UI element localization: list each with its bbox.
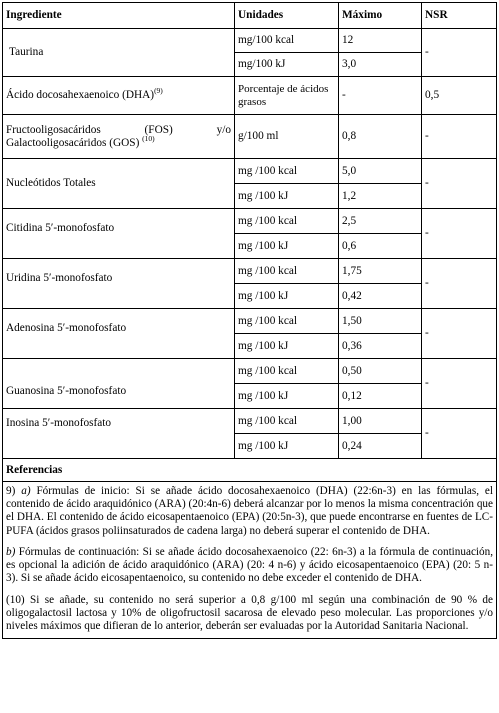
ingredient-name (3, 77, 235, 115)
ref-text: (10) Si se añade, su contenido no será superior a 0,8 g/100 ml según una combinación de 90 % de oligogalactosil lactosa y 10% de oligofructosil sacarosa de elevado peso molecular. Las proporciones y/o niveles máximos que difieran de lo anterior, deberán ser evaluadas por la Autoridad Sanitaria Nacional. (6, 593, 493, 632)
ingredient-name-text: Ácido docosahexaenoico (DHA) (6, 89, 155, 101)
nsr-cell: - (422, 115, 497, 159)
unit-cell: mg /100 kJ (235, 434, 339, 459)
unit-cell: mg /100 kcal (235, 159, 339, 184)
unit-cell: mg /100 kJ (235, 334, 339, 359)
ref-text: Fórmulas de continuación: Si se añade ácido docosahexaenoico (22: 6n-3) a la fórmula de continuación, es opcional la adición de ácido araquidónico (ARA) (20: 4 n-6) y ácido eicosapentaenoico (EPA) (20: 5 n-3). Si se añade ácido eicosapentaenoico, su contenido no debe exceder el contenido de DHA. (6, 545, 493, 585)
unit-cell: mg /100 kJ (235, 384, 339, 409)
max-cell: 3,0 (339, 53, 422, 77)
ingredient-name: Taurina (3, 29, 235, 77)
unit-cell: mg/100 kcal (235, 29, 339, 53)
max-cell: 1,75 (339, 259, 422, 284)
max-cell: - (339, 77, 422, 115)
nsr-cell: 0,5 (422, 77, 497, 115)
ingredient-name: Uridina 5′-monofosfato (3, 259, 235, 309)
ref-text: Fórmulas de inicio: Si se añade ácido docosahexaenoico (DHA) (22:6n-3) en las fórmulas, el contenido de ácido araquidónico (ARA) (20:4n-6) deberá alcanzar por lo menos la misma concentración que el DHA. El contenido de ácido eicosapentaenoico (EPA) (20:5n-3), que puede encontrarse en fuentes de LC-PUFA (ácidos grasos poliinsaturados de cadena larga) no deberá superar el contenido de DHA. (6, 485, 493, 537)
table-row-uridina (3, 259, 497, 284)
references-title: Referencias (3, 459, 497, 482)
ingredients-table (2, 2, 497, 639)
table-row-nucleotidos (3, 159, 497, 184)
ingredient-name (3, 115, 235, 159)
reference-9b (6, 546, 493, 586)
max-cell: 0,8 (339, 115, 422, 159)
max-cell: 0,24 (339, 434, 422, 459)
fos-conj: y/o (216, 123, 231, 136)
table-header-row (3, 3, 497, 29)
max-cell: 0,50 (339, 359, 422, 384)
unit-cell: mg /100 kJ (235, 284, 339, 309)
max-cell: 1,2 (339, 184, 422, 209)
ref-number: 9) (6, 485, 22, 497)
max-cell: 2,5 (339, 209, 422, 234)
unit-cell: mg /100 kcal (235, 359, 339, 384)
ingredient-name: Citidina 5′-monofosfato (3, 209, 235, 259)
header-maximo: Máximo (339, 3, 422, 29)
nsr-cell: - (422, 309, 497, 359)
ingredient-name: Nucleótidos Totales (3, 159, 235, 209)
unit-cell: mg /100 kcal (235, 409, 339, 434)
unit-cell: Porcentaje de ácidos grasos (235, 77, 339, 115)
unit-cell: mg /100 kcal (235, 209, 339, 234)
ingredient-name: Guanosina 5′-monofosfato (3, 359, 235, 409)
table-row-adenosina (3, 309, 497, 334)
document (2, 2, 496, 639)
nsr-cell: - (422, 29, 497, 77)
table-row-dha (3, 77, 497, 115)
gos-line (6, 133, 231, 150)
header-nsr: NSR (422, 3, 497, 29)
max-cell: 1,50 (339, 309, 422, 334)
fos-word: Fructooligosacáridos (6, 123, 101, 136)
unit-cell: mg /100 kJ (235, 234, 339, 259)
ref-letter: a) (21, 485, 31, 497)
table-row-inosina (3, 409, 497, 434)
fos-line (6, 124, 231, 137)
nsr-cell: - (422, 259, 497, 309)
footnote-ref: (9) (154, 86, 163, 96)
table-row-guanosina (3, 359, 497, 384)
max-cell: 1,00 (339, 409, 422, 434)
header-unidades: Unidades (235, 3, 339, 29)
nsr-cell: - (422, 159, 497, 209)
unit-cell: mg /100 kJ (235, 184, 339, 209)
nsr-cell: - (422, 359, 497, 409)
max-cell: 0,36 (339, 334, 422, 359)
unit-cell: mg /100 kcal (235, 259, 339, 284)
table-row-citidina (3, 209, 497, 234)
nsr-cell: - (422, 409, 497, 459)
ref-letter: b) (6, 545, 16, 558)
nsr-cell: - (422, 209, 497, 259)
max-cell: 0,6 (339, 234, 422, 259)
table-row-taurina (3, 29, 497, 53)
unit-cell: mg/100 kJ (235, 53, 339, 77)
ingredient-name: Inosina 5′-monofosfato (3, 409, 235, 459)
header-ingrediente: Ingrediente (3, 3, 235, 29)
references-body (3, 482, 497, 639)
max-cell: 12 (339, 29, 422, 53)
reference-10 (6, 594, 493, 634)
max-cell: 0,42 (339, 284, 422, 309)
ingredient-name: Adenosina 5′-monofosfato (3, 309, 235, 359)
unit-cell: g/100 ml (235, 115, 339, 159)
reference-9a (6, 485, 493, 538)
max-cell: 5,0 (339, 159, 422, 184)
fos-abbr: (FOS) (144, 123, 173, 136)
table-row-fos-gos (3, 115, 497, 159)
gos-text: Galactooligosacáridos (GOS) (6, 136, 140, 149)
unit-cell: mg /100 kcal (235, 309, 339, 334)
footnote-ref: (10) (142, 133, 155, 143)
max-cell: 0,12 (339, 384, 422, 409)
